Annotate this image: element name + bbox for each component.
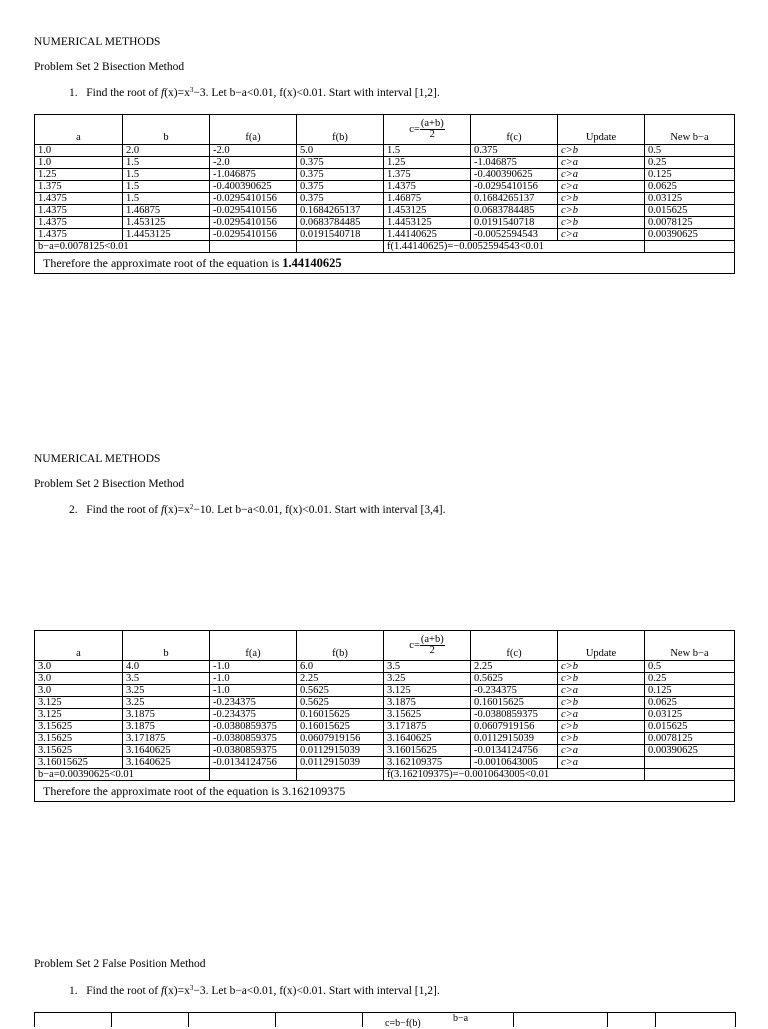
problem-statement-2: 2. Find the root of $f(x)=x^2-10$. Let b−a<0.01, f(x)<0.01. Start with interval [3,4]. (69, 503, 446, 516)
cell-fc: -0.400390625 (471, 169, 558, 181)
conclusion-row (35, 781, 735, 802)
col-header-fa: f(a) (210, 115, 297, 145)
table-header-row (35, 115, 735, 145)
table-row (35, 157, 735, 169)
cell-b: 1.4453125 (123, 229, 210, 241)
cell-fc: 0.0683784485 (471, 205, 558, 217)
cell-a: 3.125 (35, 697, 123, 709)
cell-b: 3.1875 (123, 709, 210, 721)
table-row (35, 181, 735, 193)
cell-b: 3.1640625 (123, 757, 210, 769)
cell-new-interval: 0.00390625 (645, 745, 735, 757)
cell-a: 1.4375 (35, 217, 123, 229)
cell-update: c>b (558, 661, 645, 673)
table-row (35, 217, 735, 229)
col-header-c: c= $\frac{(a+b)}{2}$ (384, 631, 471, 661)
col-header-new-interval: New b−a (645, 115, 735, 145)
table-header-row (35, 631, 735, 661)
cell-new-interval: 0.03125 (645, 709, 735, 721)
cell-update: c>b (558, 145, 645, 157)
cell-fc: 2.25 (471, 661, 558, 673)
cell-update: c>a (558, 169, 645, 181)
cell-update: c>a (558, 745, 645, 757)
cell-a: 1.375 (35, 181, 123, 193)
cell-c: 3.1875 (384, 697, 471, 709)
doc-title-2: NUMERICAL METHODS (34, 453, 161, 465)
cell-c: 3.16015625 (384, 745, 471, 757)
table-row (35, 733, 735, 745)
function-check: f(3.162109375)=−0.0010643005<0.01 (384, 769, 645, 781)
cell-a: 1.0 (35, 157, 123, 169)
cell-fc: 0.1684265137 (471, 193, 558, 205)
cell-fa: -0.0380859375 (210, 721, 297, 733)
cell-update: c>a (558, 757, 645, 769)
cell-a: 1.4375 (35, 205, 123, 217)
cell-update: c>a (558, 181, 645, 193)
table-row (35, 757, 735, 769)
cell-c: 1.4375 (384, 181, 471, 193)
table-row (35, 721, 735, 733)
col-header-fc: f(c) (471, 631, 558, 661)
cell-fc: -0.0052594543 (471, 229, 558, 241)
cell-b: 3.25 (123, 697, 210, 709)
cell-fa: -0.0380859375 (210, 733, 297, 745)
cell-new-interval: 0.25 (645, 673, 735, 685)
doc-subtitle-2: Problem Set 2 Bisection Method (34, 478, 185, 490)
interval-check: b−a=0.00390625<0.01 (35, 769, 210, 781)
cell-update: c>b (558, 733, 645, 745)
cell-fc: 0.375 (471, 145, 558, 157)
cell-b: 3.1640625 (123, 745, 210, 757)
cell-fc: 0.16015625 (471, 697, 558, 709)
cell-a: 3.16015625 (35, 757, 123, 769)
cell-fa: -0.0295410156 (210, 217, 297, 229)
interval-check: b−a=0.0078125<0.01 (35, 241, 210, 253)
cell-c: 1.5 (384, 145, 471, 157)
table-row (35, 229, 735, 241)
cell-fa: -1.0 (210, 673, 297, 685)
cell-fc: -0.234375 (471, 685, 558, 697)
cell-b: 1.5 (123, 157, 210, 169)
cell-c: 1.4453125 (384, 217, 471, 229)
cell-a: 3.0 (35, 685, 123, 697)
cell-b: 2.0 (123, 145, 210, 157)
bisection-table-1 (34, 114, 735, 274)
cell-update: c>a (558, 685, 645, 697)
col-header-a: a (35, 631, 123, 661)
cell-fa: -0.0295410156 (210, 205, 297, 217)
col-header-update: Update (558, 631, 645, 661)
cell-new-interval: 0.03125 (645, 193, 735, 205)
function-check: f(1.44140625)=−0.0052594543<0.01 (384, 241, 645, 253)
cell-fb: 0.0683784485 (297, 217, 384, 229)
cell-update: c>a (558, 229, 645, 241)
cell-fb: 0.0112915039 (297, 745, 384, 757)
cell-b: 1.46875 (123, 205, 210, 217)
cell-fa: -0.234375 (210, 697, 297, 709)
cell-a: 3.0 (35, 673, 123, 685)
conclusion-row (35, 253, 735, 274)
cell-fa: -0.234375 (210, 709, 297, 721)
cell-fb: 6.0 (297, 661, 384, 673)
cell-a: 3.15625 (35, 733, 123, 745)
root-answer: 1.44140625 (282, 256, 342, 270)
cell-fc: 0.0607919156 (471, 721, 558, 733)
check-row (35, 241, 735, 253)
problem-statement-3: 1. Find the root of $f(x)=x^3-3$. Let b−a<0.01, f(x)<0.01. Start with interval [1,2]. (69, 984, 440, 997)
table-row (35, 205, 735, 217)
header-fragment-fraction: b−a (453, 1013, 469, 1024)
cell-fc: -0.0134124756 (471, 745, 558, 757)
cell-fb: 0.0607919156 (297, 733, 384, 745)
cell-c: 3.171875 (384, 721, 471, 733)
col-header-fb: f(b) (297, 631, 384, 661)
cell-fb: 0.0112915039 (297, 757, 384, 769)
false-position-table-partial (34, 1012, 736, 1027)
conclusion: Therefore the approximate root of the equation is 3.162109375 (35, 781, 735, 802)
cell-c: 1.46875 (384, 193, 471, 205)
cell-c: 3.25 (384, 673, 471, 685)
cell-update: c>b (558, 721, 645, 733)
cell-fc: 0.5625 (471, 673, 558, 685)
cell-fc: 0.0191540718 (471, 217, 558, 229)
cell-b: 1.5 (123, 193, 210, 205)
cell-a: 3.125 (35, 709, 123, 721)
cell-a: 1.25 (35, 169, 123, 181)
cell-update: c>a (558, 709, 645, 721)
cell-update: c>b (558, 697, 645, 709)
cell-update: c>b (558, 217, 645, 229)
conclusion: Therefore the approximate root of the equation is 1.44140625 (35, 253, 735, 274)
cell-fa: -0.400390625 (210, 181, 297, 193)
cell-b: 3.171875 (123, 733, 210, 745)
col-header-fa: f(a) (210, 631, 297, 661)
col-header-b: b (123, 115, 210, 145)
cell-fa: -2.0 (210, 145, 297, 157)
cell-b: 1.5 (123, 181, 210, 193)
bisection-table-2 (34, 630, 735, 802)
cell-b: 4.0 (123, 661, 210, 673)
col-header-b: b (123, 631, 210, 661)
cell-c: 3.1640625 (384, 733, 471, 745)
cell-c: 3.15625 (384, 709, 471, 721)
cell-fa: -1.0 (210, 661, 297, 673)
cell-c: 3.162109375 (384, 757, 471, 769)
cell-fb: 2.25 (297, 673, 384, 685)
cell-fc: -0.0295410156 (471, 181, 558, 193)
cell-c: 1.44140625 (384, 229, 471, 241)
cell-c: 1.453125 (384, 205, 471, 217)
cell-fa: -0.0295410156 (210, 229, 297, 241)
cell-c: 1.25 (384, 157, 471, 169)
col-header-fc: f(c) (471, 115, 558, 145)
cell-fa: -0.0380859375 (210, 745, 297, 757)
cell-c: 1.375 (384, 169, 471, 181)
header-fragment: c=b−f(b) (385, 1018, 421, 1029)
cell-update: c>a (558, 157, 645, 169)
cell-new-interval: 0.125 (645, 685, 735, 697)
cell-fb: 0.16015625 (297, 709, 384, 721)
col-header-fb: f(b) (297, 115, 384, 145)
doc-title-1: NUMERICAL METHODS (34, 36, 161, 48)
cell-fc: -0.0010643005 (471, 757, 558, 769)
root-answer: 3.162109375 (282, 784, 346, 798)
cell-a: 3.15625 (35, 745, 123, 757)
cell-new-interval: 0.015625 (645, 205, 735, 217)
cell-new-interval: 0.25 (645, 157, 735, 169)
table-row (35, 685, 735, 697)
cell-c: 3.5 (384, 661, 471, 673)
cell-new-interval (645, 757, 735, 769)
col-header-update: Update (558, 115, 645, 145)
cell-b: 3.1875 (123, 721, 210, 733)
cell-new-interval: 0.5 (645, 145, 735, 157)
cell-c: 3.125 (384, 685, 471, 697)
table-row (35, 709, 735, 721)
cell-new-interval: 0.015625 (645, 721, 735, 733)
cell-new-interval: 0.0625 (645, 181, 735, 193)
table-row (35, 673, 735, 685)
cell-fb: 0.0191540718 (297, 229, 384, 241)
table-row (35, 169, 735, 181)
doc-subtitle-3: Problem Set 2 False Position Method (34, 958, 206, 970)
cell-a: 3.15625 (35, 721, 123, 733)
cell-fb: 0.375 (297, 181, 384, 193)
col-header-new-interval: New b−a (645, 631, 735, 661)
cell-fb: 0.5625 (297, 685, 384, 697)
table-row (35, 193, 735, 205)
cell-a: 1.0 (35, 145, 123, 157)
check-row (35, 769, 735, 781)
cell-fa: -0.0134124756 (210, 757, 297, 769)
cell-fc: -0.0380859375 (471, 709, 558, 721)
cell-a: 1.4375 (35, 229, 123, 241)
cell-fb: 5.0 (297, 145, 384, 157)
col-header-c: c= $\frac{(a+b)}{2}$ (384, 115, 471, 145)
cell-fa: -2.0 (210, 157, 297, 169)
table-row (35, 145, 735, 157)
table-row (35, 661, 735, 673)
table-row (35, 697, 735, 709)
cell-fb: 0.375 (297, 193, 384, 205)
cell-b: 3.5 (123, 673, 210, 685)
cell-update: c>b (558, 205, 645, 217)
cell-new-interval: 0.0078125 (645, 733, 735, 745)
cell-fa: -1.0 (210, 685, 297, 697)
cell-update: c>b (558, 193, 645, 205)
cell-fb: 0.1684265137 (297, 205, 384, 217)
cell-new-interval: 0.0625 (645, 697, 735, 709)
cell-update: c>b (558, 673, 645, 685)
table-row (35, 745, 735, 757)
cell-fb: 0.5625 (297, 697, 384, 709)
cell-fb: 0.375 (297, 169, 384, 181)
cell-fb: 0.375 (297, 157, 384, 169)
cell-new-interval: 0.5 (645, 661, 735, 673)
cell-b: 3.25 (123, 685, 210, 697)
cell-b: 1.453125 (123, 217, 210, 229)
cell-new-interval: 0.125 (645, 169, 735, 181)
cell-new-interval: 0.00390625 (645, 229, 735, 241)
cell-fc: -1.046875 (471, 157, 558, 169)
col-header-a: a (35, 115, 123, 145)
problem-statement-1: 1. Find the root of $f(x)=x^3-3$. Let b−a<0.01, f(x)<0.01. Start with interval [1,2]. (69, 86, 440, 99)
doc-subtitle-1: Problem Set 2 Bisection Method (34, 61, 185, 73)
cell-new-interval: 0.0078125 (645, 217, 735, 229)
cell-a: 3.0 (35, 661, 123, 673)
cell-b: 1.5 (123, 169, 210, 181)
cell-fa: -0.0295410156 (210, 193, 297, 205)
cell-fa: -1.046875 (210, 169, 297, 181)
cell-fc: 0.0112915039 (471, 733, 558, 745)
cell-a: 1.4375 (35, 193, 123, 205)
cell-fb: 0.16015625 (297, 721, 384, 733)
